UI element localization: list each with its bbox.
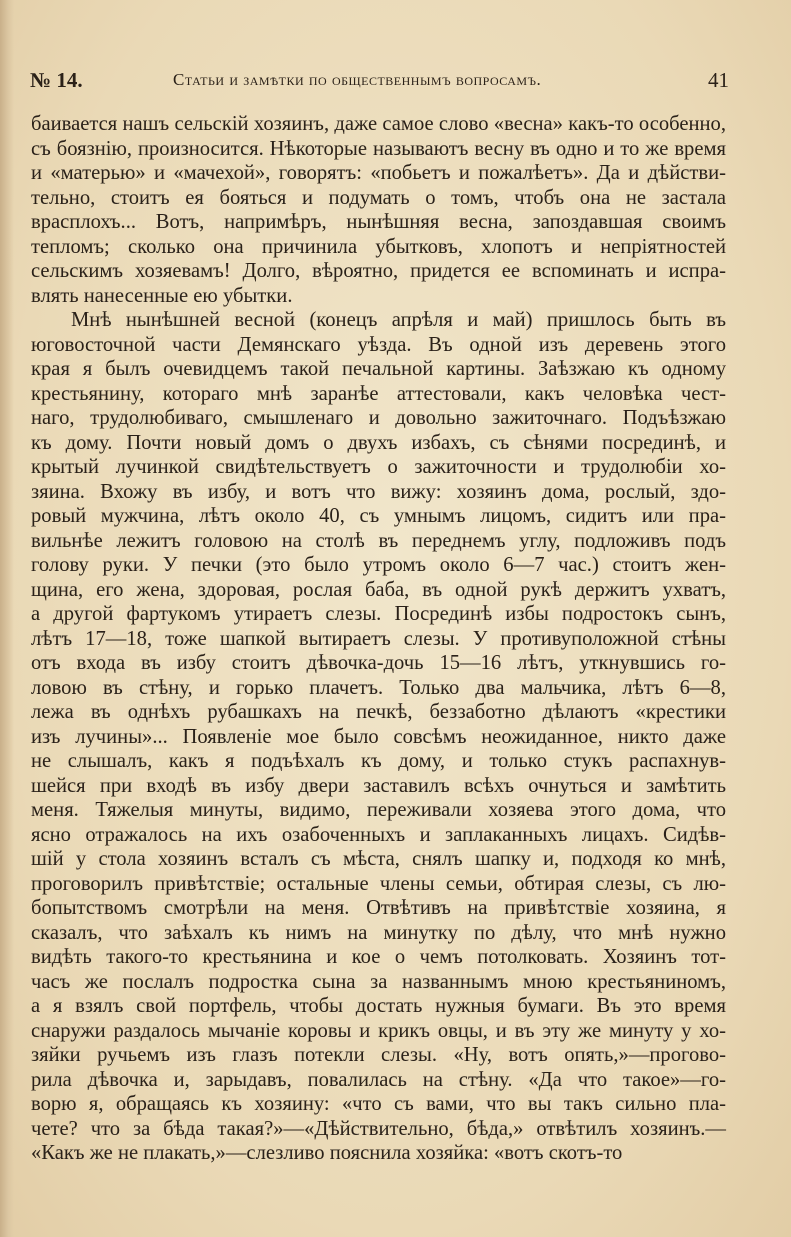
text-line: сельскимъ хозяевамъ! Долго, вѣроятно, придется ее вспоминать и испра- bbox=[31, 260, 726, 282]
text-line: отъ входа въ избу стоитъ дѣвочка-дочь 15—16 лѣтъ, уткнувшись го- bbox=[31, 652, 726, 674]
page-spine-shadow bbox=[0, 0, 14, 1237]
text-line: часъ же послалъ подростка сына за названнымъ мною крестьяниномъ, bbox=[31, 970, 726, 993]
text-line: тельно, стоитъ ея бояться и подумать о томъ, чтобъ она не застала bbox=[31, 186, 726, 209]
text-line: изъ лучины»... Появленіе мое было совсѣмъ неожиданное, никто даже bbox=[31, 725, 726, 748]
text-line: юговосточной части Демянскаго уѣзда. Въ одной изъ деревень этого bbox=[31, 333, 726, 356]
text-line: рила дѣвочка и, зарыдавъ, повалилась на стѣну. «Да что такое»—го- bbox=[31, 1068, 726, 1091]
text-line: голову руки. У печки (это было утромъ около 6—7 час.) стоитъ жен- bbox=[31, 554, 726, 576]
text-line: бопытствомъ смотрѣли на меня. Отвѣтивъ на привѣтствіе хозяина, я bbox=[31, 897, 726, 919]
text-line: не слышалъ, какъ я подъѣхалъ къ дому, и только стукъ распахнув- bbox=[31, 750, 726, 772]
text-line: наго, трудолюбиваго, смышленаго и довольно зажиточнаго. Подъѣзжаю bbox=[31, 407, 726, 429]
article-body bbox=[31, 112, 726, 1166]
paragraph bbox=[31, 112, 726, 308]
running-header bbox=[30, 68, 735, 98]
text-line: меня. Тяжелыя минуты, видимо, переживали хозяева этого дома, что bbox=[31, 799, 726, 821]
text-line: врасплохъ... Вотъ, напримѣръ, нынѣшняя весна, запоздавшая своимъ bbox=[31, 211, 726, 233]
text-line: «Какъ же не плакать,»—слезливо пояснила хозяйка: «вотъ скотъ-то bbox=[31, 1142, 623, 1164]
text-line: видѣть такого-то крестьянина и кое о чемъ потолковать. Хозяинъ тот- bbox=[31, 946, 726, 968]
text-line: ворю я, обращаясь къ хозяину: «что съ вами, что вы такъ сильно пла- bbox=[31, 1093, 726, 1115]
text-line: зяина. Вхожу въ избу, и вотъ что вижу: хозяинъ дома, рослый, здо- bbox=[31, 480, 726, 503]
text-line: лѣтъ 17—18, тоже шапкой вытираетъ слезы. У противуположной стѣны bbox=[31, 627, 726, 650]
text-line: баивается нашъ сельскій хозяинъ, даже самое слово «весна» какъ-то особенно, bbox=[31, 113, 726, 135]
text-line: края я былъ очевидцемъ такой печальной картины. Заѣзжаю къ одному bbox=[31, 358, 726, 380]
text-line: тепломъ; сколько она причинила убытковъ, хлопотъ и непріятностей bbox=[31, 235, 726, 258]
page-number: 41 bbox=[708, 68, 729, 92]
text-line: шейся при входѣ въ избу двери заставилъ всѣхъ очнуться и замѣтить bbox=[31, 774, 726, 797]
text-line: а другой фартукомъ утираетъ слезы. Посрединѣ избы подростокъ сынъ, bbox=[31, 603, 726, 625]
text-line: Мнѣ нынѣшней весной (конецъ апрѣля и май) пришлось быть въ bbox=[71, 309, 726, 331]
text-line: съ боязнію, произносится. Нѣкоторые называютъ весну въ одно и то же время bbox=[31, 137, 726, 160]
text-line: чете? что за бѣда такая?»—«Дѣйствительно, бѣда,» отвѣтилъ хозяинъ.— bbox=[31, 1117, 726, 1140]
header-title: Статьи и замѣтки по общественнымъ вопросамъ. bbox=[173, 70, 542, 89]
text-line: а я взялъ свой портфель, чтобы достать нужныя бумаги. Въ это время bbox=[31, 995, 726, 1017]
text-line: шій у стола хозяинъ всталъ съ мѣста, снялъ шапку и, подходя ко мнѣ, bbox=[31, 848, 726, 870]
text-line: вильнѣе лежитъ головою на столѣ въ переднемъ углу, подложивъ подъ bbox=[31, 529, 726, 552]
text-line: къ дому. Почти новый домъ о двухъ избахъ, съ сѣнями посрединѣ, и bbox=[31, 431, 726, 454]
text-line: сказалъ, что заѣхалъ къ нимъ на минутку по дѣлу, что мнѣ нужно bbox=[31, 921, 726, 944]
text-line: ловою въ стѣну, и горько плачетъ. Только два мальчика, лѣтъ 6—8, bbox=[31, 676, 726, 699]
issue-number: № 14. bbox=[30, 68, 83, 92]
text-line: ровый мужчина, лѣтъ около 40, съ умнымъ лицомъ, сидитъ или пра- bbox=[31, 505, 726, 527]
text-line: влять нанесенные ею убытки. bbox=[31, 284, 293, 307]
text-line: зяйки ручьемъ изъ глазъ потекли слезы. «Ну, вотъ опять,»—прогово- bbox=[31, 1044, 726, 1066]
text-line: щина, его жена, здоровая, рослая баба, въ одной рукѣ держитъ ухватъ, bbox=[31, 578, 726, 601]
text-line: лежа въ однѣхъ рубашкахъ на печкѣ, беззаботно дѣлаютъ «крестики bbox=[31, 701, 726, 723]
text-line: снаружи раздалось мычаніе коровы и крикъ овцы, и въ эту же минуту у хо- bbox=[31, 1019, 726, 1042]
text-line: и «матерью» и «мачехой», говорятъ: «побьетъ и пожалѣетъ». Да и дѣйстви- bbox=[31, 162, 726, 184]
text-line: проговорилъ привѣтствіе; остальные члены семьи, обтирая слезы, съ лю- bbox=[31, 872, 726, 895]
text-line: крестьянину, котораго мнѣ заранѣе аттестовали, какъ человѣка чест- bbox=[31, 382, 726, 405]
text-line: крытый лучинкой свидѣтельствуетъ о зажиточности и трудолюбіи хо- bbox=[31, 456, 726, 478]
text-line: ясно отражалось на ихъ озабоченныхъ и заплаканныхъ лицахъ. Сидѣв- bbox=[31, 823, 726, 846]
paragraph bbox=[31, 308, 726, 1166]
